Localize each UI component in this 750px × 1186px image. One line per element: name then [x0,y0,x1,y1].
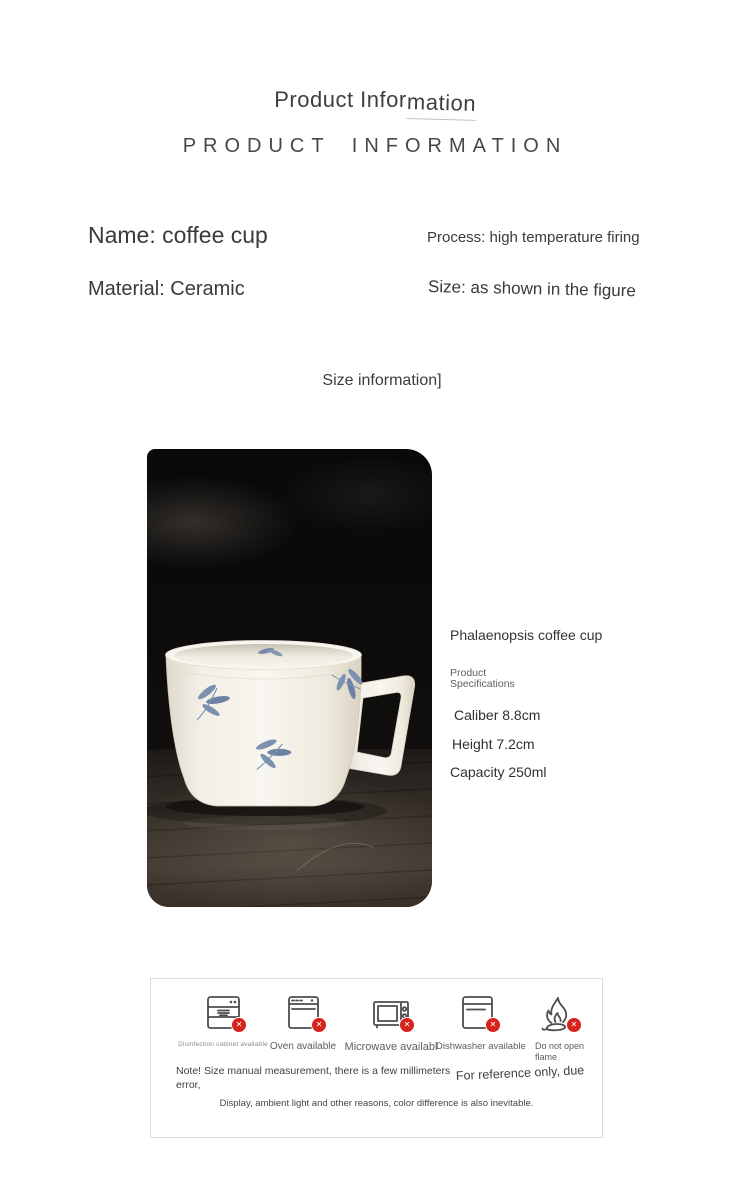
reference-note: For reference only, due [455,1063,585,1083]
spec-section-label-line1: Product [450,667,487,679]
care-item-dishwasher [436,994,526,1052]
page-title [0,87,750,117]
measurement-note: Note! Size manual measurement, there is a few millimeters error, [176,1065,451,1091]
care-label: Microwave availabl [344,1041,438,1053]
care-instructions-box [150,978,603,1138]
spec-section-label-line2: Specifications [450,678,515,691]
spec-section-label [450,668,680,690]
spec-item-height: Height 7.2cm [452,736,535,753]
product-name-row: Name: coffee cup [88,222,268,248]
cup-reflection [183,816,347,830]
spec-item-capacity: Capacity 250ml [450,764,547,781]
not-allowed-badge-icon [231,1017,247,1033]
page-title-start: Product Infor [274,87,407,112]
color-difference-note: Display, ambient light and other reasons, color difference is also inevitable. [219,1098,534,1109]
care-label: Do not open flame [535,1041,585,1063]
product-size-row: Size: as shown in the figure [427,277,637,301]
care-item-oven [263,994,343,1052]
not-allowed-badge-icon [566,1017,582,1033]
not-allowed-badge-icon [485,1017,501,1033]
size-section-heading: Size information] [322,372,442,389]
care-label: Disinfection cabinet available [178,1041,268,1048]
table-scratch [297,843,373,871]
spec-product-name: Phalaenopsis coffee cup [450,627,603,643]
product-material-row: Material: Ceramic [88,278,245,300]
spec-panel [450,627,680,792]
care-label: Dishwasher available [436,1041,526,1052]
product-process-row: Process: high temperature firing [427,229,640,246]
spec-item-caliber: Caliber 8.8cm [454,707,541,724]
cup-inner-wall [174,644,353,667]
page-subtitle: PRODUCT INFORMATION [182,135,568,157]
page-title-tail: mation [406,89,476,121]
care-item-microwave [343,994,439,1053]
not-allowed-badge-icon [399,1017,415,1033]
product-photo [147,449,432,907]
care-label: Oven available [269,1041,337,1052]
spec-list [450,707,680,780]
coffee-cup-illustration [147,449,432,907]
care-item-disinfection-cabinet [177,994,269,1048]
care-item-open-flame [523,994,593,1064]
not-allowed-badge-icon [311,1017,327,1033]
